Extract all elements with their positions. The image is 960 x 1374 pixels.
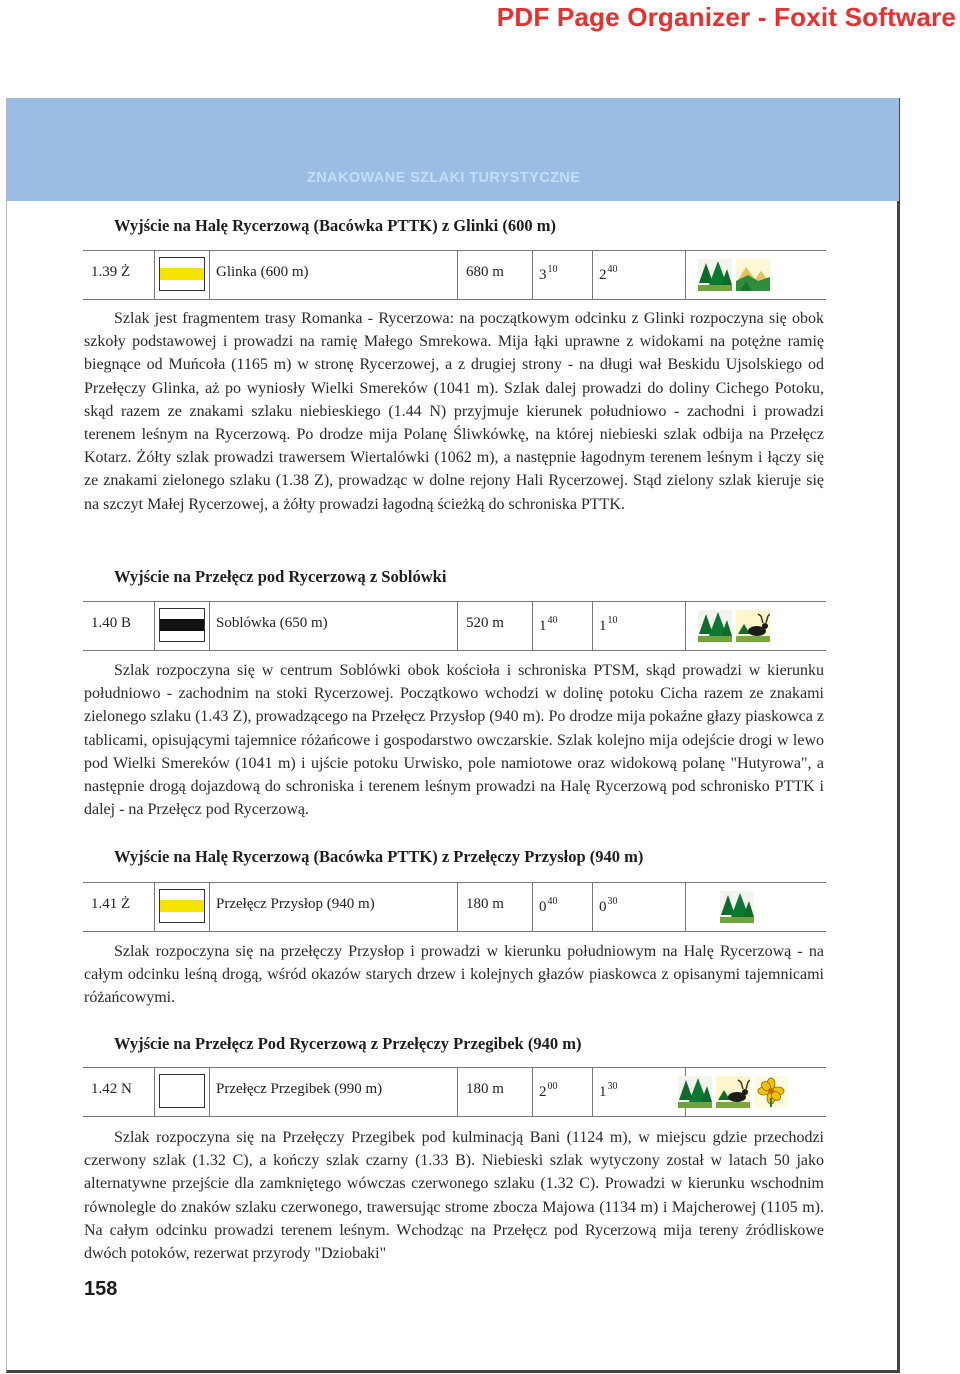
time-down-cell (592, 251, 686, 299)
trail-marker-cell (154, 1068, 210, 1116)
icons-cell (685, 883, 827, 931)
icons-cell (685, 602, 827, 650)
trail-marker (159, 608, 205, 642)
time-up-cell (532, 883, 593, 931)
time-down: $2^{40}$ (599, 264, 618, 283)
trail-id: 1.39 Ż (91, 264, 131, 280)
distance-cell (457, 602, 533, 650)
time-down: $0^{30}$ (599, 896, 618, 915)
time-up: $0^{40}$ (539, 896, 558, 915)
trail-marker (159, 1074, 205, 1108)
mountain-view-icon (736, 259, 770, 291)
time-down-cell (592, 602, 686, 650)
time-up-cell (532, 251, 593, 299)
trail-row (83, 601, 826, 651)
time-down: $1^{30}$ (599, 1081, 618, 1100)
trail-id: 1.41 Ż (91, 896, 131, 912)
animal-icon (716, 1076, 750, 1108)
trail-row (83, 1067, 826, 1117)
page-number: 158 (84, 1278, 118, 1300)
marker-stripe-black (160, 619, 204, 631)
time-down-cell (592, 1068, 686, 1116)
watermark: PDF Page Organizer - Foxit Software (496, 2, 956, 32)
time-up: $2^{00}$ (539, 1081, 558, 1100)
start-cell (209, 251, 458, 299)
trail-marker (159, 889, 205, 923)
distance-cell (457, 1068, 533, 1116)
marker-stripe-blue (160, 1085, 204, 1097)
time-up-cell (532, 602, 593, 650)
trail-start: Soblówka (650 m) (216, 615, 328, 631)
section-title: Wyjście na Halę Rycerzową (Bacówka PTTK) z Glinki (600 m) (114, 216, 556, 235)
trail-start: Przełęcz Przegibek (990 m) (216, 1081, 383, 1097)
flower-icon (754, 1076, 788, 1108)
trail-marker-cell (154, 602, 210, 650)
icons-cell (685, 251, 827, 299)
start-cell (209, 883, 458, 931)
time-up-cell (532, 1068, 593, 1116)
trail-distance: 680 m (466, 264, 504, 280)
trail-marker-cell (154, 251, 210, 299)
section-title: Wyjście na Przełęcz Pod Rycerzową z Przełęczy Przegibek (940 m) (114, 1034, 582, 1053)
forest-icon (678, 1076, 712, 1108)
trail-start: Przełęcz Przysłop (940 m) (216, 896, 375, 912)
time-down: $1^{10}$ (599, 615, 618, 634)
section-text: Szlak jest fragmentem trasy Romanka - Rycerzowa: na początkowym odcinku z Glinki rozpoczyna się obok szkoły podstawowej i prowadzi na ramię Małego Smrekowa. Mija łąki uprawne z widokami na potężne ramię biegnące od Muńcoła (1165 m) w stronę Rycerzowej, a z drugiej strony - na długi wał Beskidu Ujsolskiego od Przełęczy Glinka, aż po wyniosły Wielki Smereków (1041 m). Szlak dalej prowadzi do doliny Cichego Potoku, skąd razem ze znakami szlaku niebieskiego (1.44 N) przyjmuje kierunek południowo - zachodni i prowadzi terenem leśnym na Rycerzową. Po drodze mija Polanę Śliwkówkę, na której niebieski szlak odbija na Przełęcz Kotarz. Żółty szlak prowadzi trawersem Wiertalówki (1062 m), a następnie łagodnym terenem leśnym i łączy się ze znakami zielonego szlaku (1.38 Z), prowadząc w dolne rejony Hali Rycerzowej. Stąd zielony szlak kieruje się na szczyt Małej Rycerzowej, a żółty prowadzi łagodną ścieżką do schroniska PTTK. (84, 310, 824, 513)
icons-cell (685, 1068, 827, 1116)
trail-id: 1.42 N (91, 1081, 132, 1097)
section-text: Szlak rozpoczyna się na przełęczy Przysłop i prowadzi w kierunku południowym na Halę Rycerzową - na całym odcinku leśną drogą, wśród okazów starych drzew i kolejnych głazów piaskowca z opisanymi tajemnicami różańcowymi. (84, 943, 824, 1007)
forest-icon (698, 610, 732, 642)
header-title: ZNAKOWANE SZLAKI TURYSTYCZNE (307, 170, 581, 186)
trail-id: 1.40 B (91, 615, 132, 631)
trail-marker-cell (154, 883, 210, 931)
section-title: Wyjście na Przełęcz pod Rycerzową z Soblówki (114, 567, 447, 586)
trail-distance: 180 m (466, 896, 504, 912)
trail-marker (159, 257, 205, 291)
marker-stripe-yellow (160, 268, 204, 280)
forest-icon (698, 259, 732, 291)
header-banner (7, 98, 899, 201)
start-cell (209, 602, 458, 650)
distance-cell (457, 883, 533, 931)
trail-start: Glinka (600 m) (216, 264, 309, 280)
section-text: Szlak rozpoczyna się na Przełęczy Przegibek pod kulminacją Bani (1124 m), w miejscu gdzie przechodzi czerwony szlak (1.32 C), a kończy szlak czarny (1.33 B). Niebieski szlak wytyczony został w latach 50 jako alternatywne przejście dla zamkniętego wówczas czerwonego szlaku (1.32 C). Prowadzi w kierunku wschodnim równolegle do znaków szlaku czerwonego, trawersując strome zbocza Majowa (1134 m) i Majcherowej (1105 m). Na całym odcinku prowadzi terenem leśnym. Wchodząc na Przełęcz pod Rycerzową mija tereny źródliskowe dwóch potoków, rezerwat przyrody "Dziobaki" (84, 1129, 824, 1263)
trail-distance: 520 m (466, 615, 504, 631)
time-up: $1^{40}$ (539, 615, 558, 634)
document-page (6, 98, 900, 1373)
section-text: Szlak rozpoczyna się w centrum Soblówki obok kościoła i schroniska PTSM, skąd prowadzi w kierunku południowo - zachodnim na stoki Rycerzowej. Początkowo wchodzi w dolinę potoku Cicha razem ze znakami zielonego szlaku (1.43 Z), prowadzącego na Przełęcz Przysłop (940 m). Po drodze mija pokaźne głazy piaskowca z tablicami, opisującymi tajemnice różańcowe i gospodarstwo owczarskie. Szlak kolejno mija odejście drogi w lewo pod Wielki Smereków (1041 m) i ujście potoku Urwisko, pole namiotowe oraz widokową polanę "Hutyrowa", a następnie drogą dojazdową do schroniska i terenem leśnym prowadzi na Halę Rycerzową pod schronisko PTTK i dalej - na Przełęcz pod Rycerzową. (84, 662, 824, 819)
time-down-cell (592, 883, 686, 931)
trail-row (83, 250, 826, 300)
forest-icon (720, 891, 754, 923)
trail-row (83, 882, 826, 932)
time-up: $3^{10}$ (539, 264, 558, 283)
distance-cell (457, 251, 533, 299)
trail-distance: 180 m (466, 1081, 504, 1097)
section-title: Wyjście na Halę Rycerzową (Bacówka PTTK) z Przełęczy Przysłop (940 m) (114, 847, 644, 866)
marker-stripe-yellow (160, 900, 204, 912)
animal-icon (736, 610, 770, 642)
start-cell (209, 1068, 458, 1116)
